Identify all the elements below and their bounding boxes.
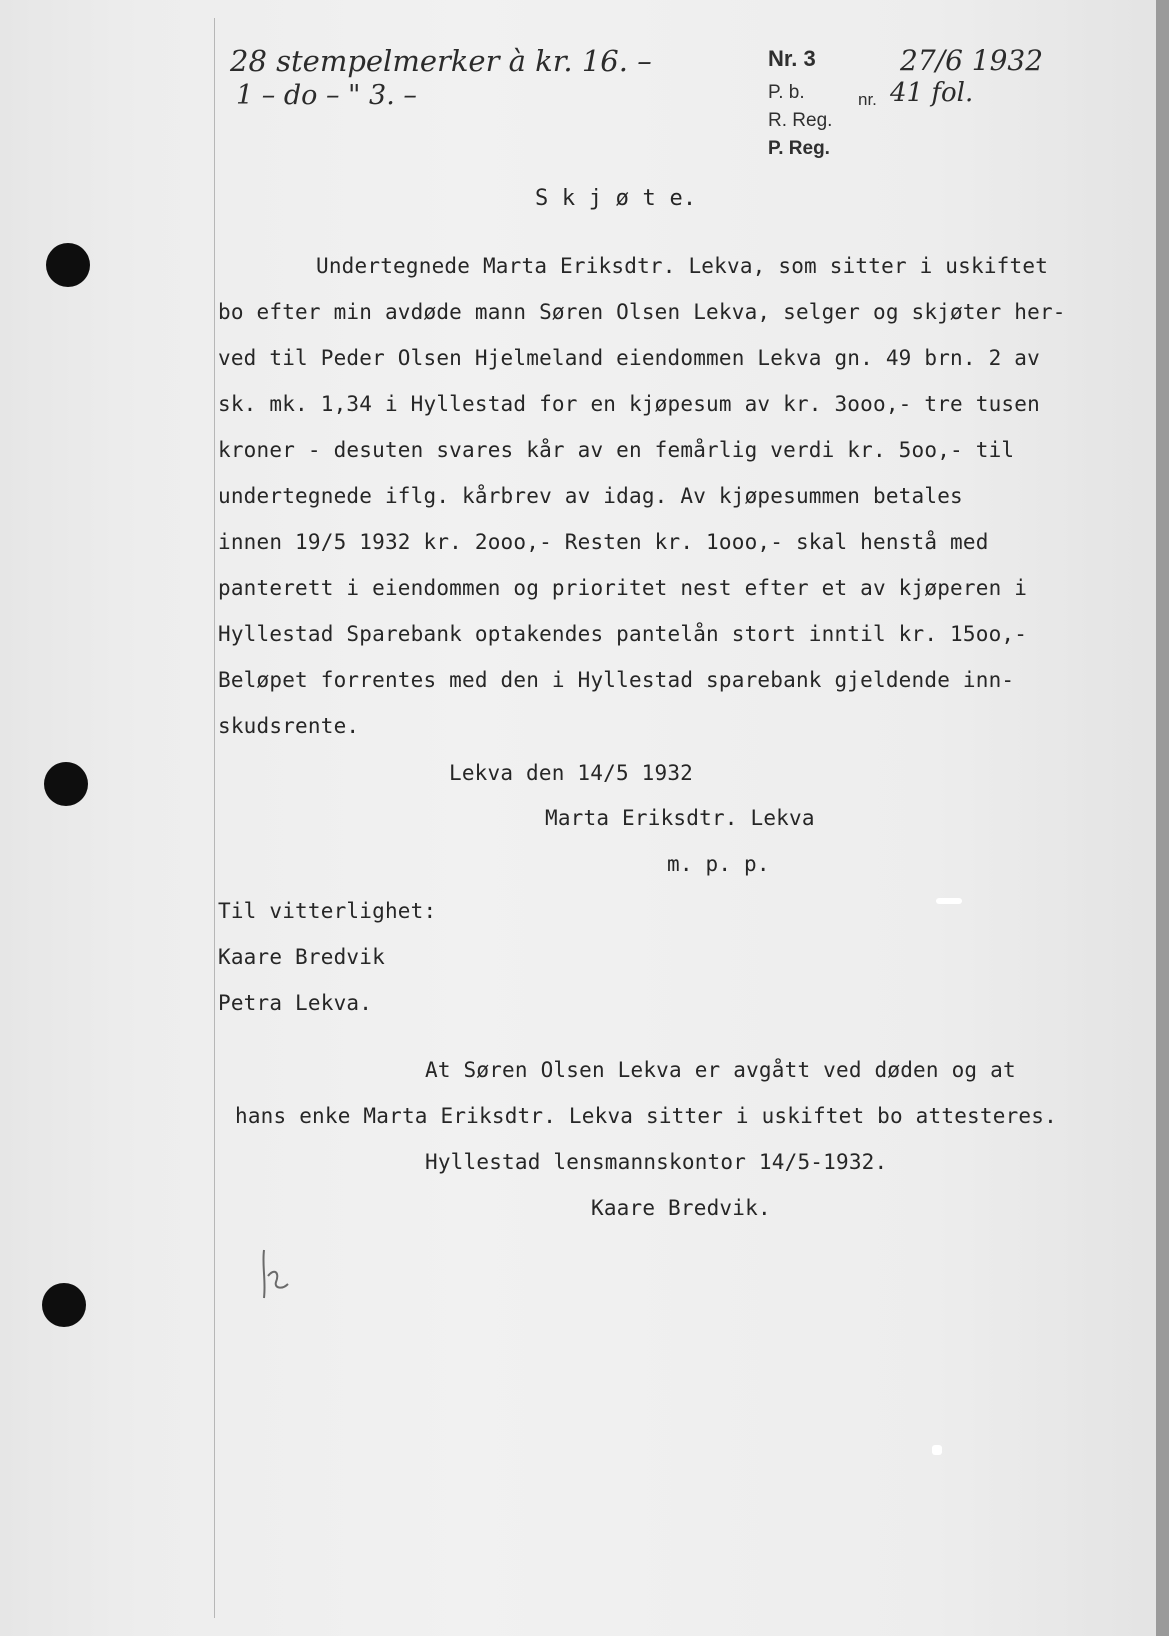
- signer-note: m. p. p.: [667, 852, 770, 876]
- registration-nr-label: nr.: [858, 90, 877, 109]
- registration-folio: 41 fol.: [890, 78, 974, 108]
- margin-note-stamps: 28 stempelmerker à kr. 16. –: [230, 44, 652, 78]
- witness-name: Kaare Bredvik: [218, 945, 385, 969]
- body-line: bo efter min avdøde mann Søren Olsen Lekva, selger og skjøter her-: [218, 300, 1066, 324]
- registration-pb: P. b.: [768, 82, 805, 103]
- registration-r-reg: R. Reg.: [768, 110, 833, 131]
- witness-name: Petra Lekva.: [218, 991, 373, 1015]
- document-title: S k j ø t e.: [535, 186, 697, 211]
- registration-date: 27/6 1932: [900, 44, 1044, 77]
- page-edge: [1156, 0, 1169, 1636]
- body-line: Hyllestad Sparebank optakendes pantelån stort inntil kr. 15oo,-: [218, 622, 1028, 646]
- attestation-signer: Kaare Bredvik.: [591, 1196, 771, 1220]
- attestation-line: hans enke Marta Eriksdtr. Lekva sitter i uskiftet bo attesteres.: [235, 1104, 1057, 1128]
- body-line: panterett i eiendommen og prioritet nest efter et av kjøperen i: [218, 576, 1028, 600]
- body-line: undertegnede iflg. kårbrev av idag. Av kjøpesummen betales: [218, 484, 963, 508]
- paper-speck: [936, 898, 962, 904]
- body-line: skudsrente.: [218, 714, 360, 738]
- body-line: Beløpet forrentes med den i Hyllestad sparebank gjeldende inn-: [218, 668, 1015, 692]
- attestation-line: At Søren Olsen Lekva er avgått ved døden og at: [425, 1058, 1016, 1082]
- body-line: innen 19/5 1932 kr. 2ooo,- Resten kr. 1ooo,- skal henstå med: [218, 530, 989, 554]
- paper-speck: [932, 1445, 942, 1455]
- punch-hole: [44, 762, 88, 806]
- punch-hole: [46, 243, 90, 287]
- body-line: kroner - desuten svares kår av en femårlig verdi kr. 5oo,- til: [218, 438, 1015, 462]
- registration-number: Nr. 3: [768, 46, 816, 71]
- handwritten-initials: [258, 1246, 298, 1306]
- body-line: ved til Peder Olsen Hjelmeland eiendommen Lekva gn. 49 brn. 2 av: [218, 346, 1040, 370]
- body-line: sk. mk. 1,34 i Hyllestad for en kjøpesum av kr. 3ooo,- tre tusen: [218, 392, 1040, 416]
- margin-note-ditto: 1 – do – " 3. –: [236, 80, 417, 111]
- punch-hole: [42, 1283, 86, 1327]
- body-line: Undertegnede Marta Eriksdtr. Lekva, som sitter i uskiftet: [316, 254, 1049, 278]
- witness-heading: Til vitterlighet:: [218, 899, 437, 923]
- signer-name: Marta Eriksdtr. Lekva: [545, 806, 815, 830]
- place-date: Lekva den 14/5 1932: [449, 761, 694, 785]
- attestation-place-date: Hyllestad lensmannskontor 14/5-1932.: [425, 1150, 888, 1174]
- registration-p-reg: P. Reg.: [768, 138, 830, 159]
- margin-rule: [214, 18, 215, 1618]
